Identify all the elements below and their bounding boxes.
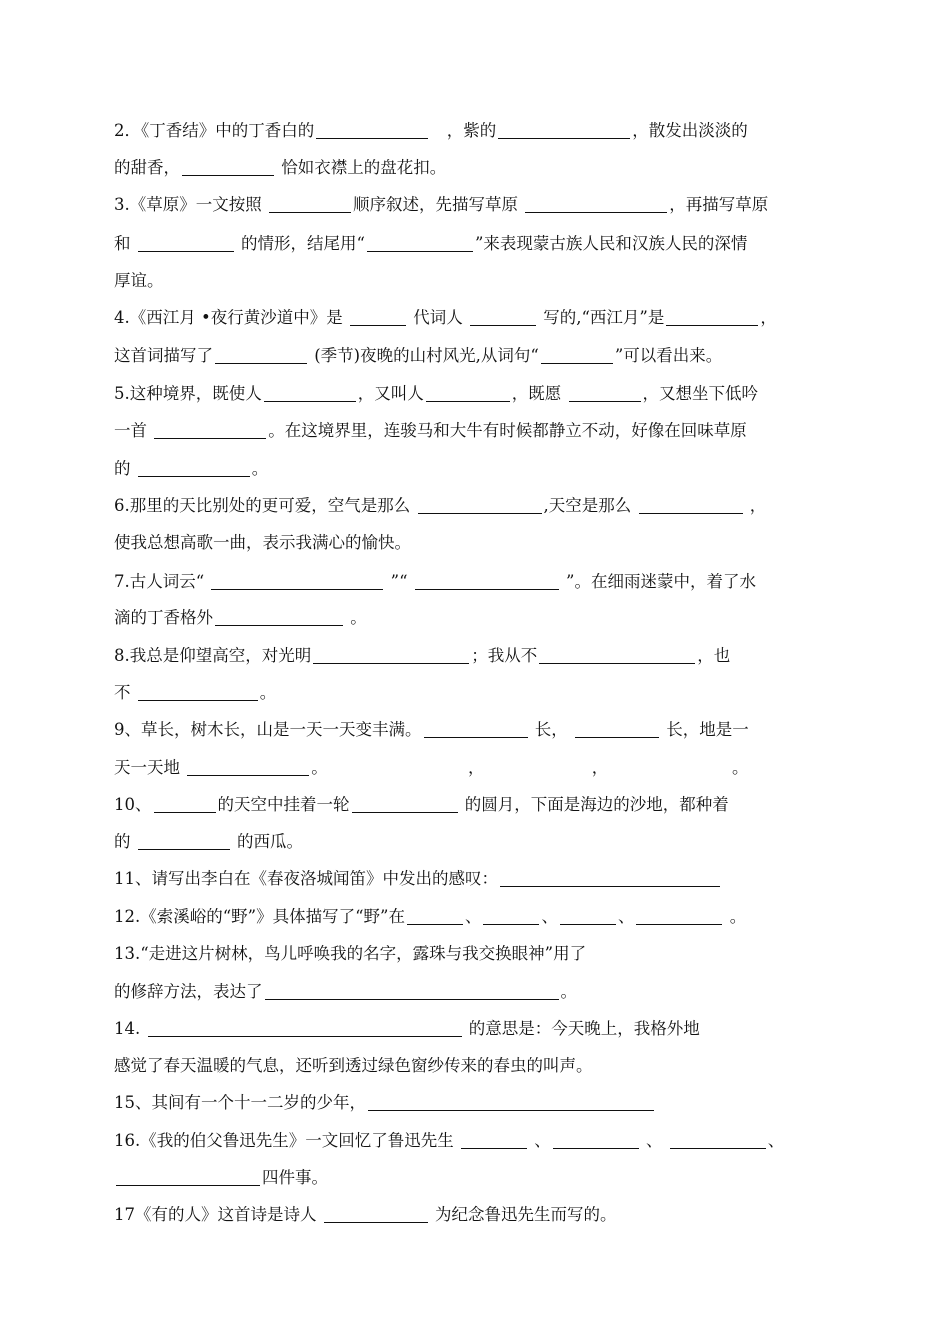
question-text: ，既愿 (511, 384, 567, 403)
question-line (114, 230, 747, 258)
answer-blank[interactable] (215, 343, 307, 364)
question-text: ”。在细雨迷蒙中，着了水 (560, 572, 756, 591)
question-text: 、 (541, 907, 558, 926)
question-text: 6.那里的天比别处的更可爱，空气是那么 (114, 496, 416, 515)
question-text: 15、其间有一个十一二岁的少年， (114, 1093, 366, 1112)
question-text: 、 (464, 907, 482, 926)
answer-blank[interactable] (269, 192, 351, 213)
question-text: 17《有的人》这首诗是诗人 (114, 1205, 322, 1224)
answer-blank[interactable] (418, 493, 542, 514)
question-text: 9、草长，树木长，山是一天一天变丰满。 (114, 720, 422, 739)
answer-blank[interactable] (407, 904, 463, 925)
question-line (114, 716, 749, 744)
answer-blank[interactable] (461, 1128, 527, 1149)
question-text: 11、请写出李白在《春夜洛城闻笛》中发出的感叹： (114, 869, 498, 888)
question-line (114, 1052, 593, 1080)
answer-blank[interactable] (525, 192, 667, 213)
question-line (114, 1127, 784, 1155)
question-text: 顺序叙述，先描写草原 (353, 195, 524, 214)
question-line (114, 1201, 617, 1229)
question-line (114, 679, 276, 707)
answer-blank[interactable] (367, 231, 473, 252)
answer-blank[interactable] (182, 155, 274, 176)
question-text: 8.我总是仰望高空，对光明 (114, 646, 312, 665)
question-text: 2．《丁香结》中的丁香白的 (114, 121, 315, 140)
question-text: 。 (560, 982, 577, 1001)
answer-blank[interactable] (424, 717, 528, 738)
question-text: 。 ， ， 。 (311, 758, 749, 777)
question-text: 。在这境界里，连骏马和大牛有时候都静立不动，好像在回味草原 (268, 421, 747, 440)
question-text: ，再描写草原 (669, 195, 769, 214)
question-text: 4.《西江月 •夜行黄沙道中》是 (114, 308, 348, 327)
answer-blank[interactable] (541, 343, 613, 364)
question-text: 为纪念鲁迅先生而写的。 (429, 1205, 617, 1224)
question-text: 滴的丁香格外 (114, 608, 213, 627)
answer-blank[interactable] (265, 979, 559, 1000)
answer-blank[interactable] (138, 680, 258, 701)
answer-blank[interactable] (575, 717, 659, 738)
answer-blank[interactable] (154, 418, 266, 439)
question-text: 写的,“西江月”是 (537, 308, 665, 327)
question-text: 的 (114, 832, 136, 851)
answer-blank[interactable] (316, 118, 428, 139)
question-line (114, 1164, 328, 1192)
question-text: 和 (114, 234, 136, 253)
answer-blank[interactable] (639, 493, 743, 514)
question-line (114, 191, 768, 219)
question-text: 3.《草原》一文按照 (114, 195, 267, 214)
question-line (114, 492, 766, 520)
question-text: 代词人 (407, 308, 468, 327)
question-text: 、 (529, 1131, 551, 1150)
question-text: 的意思是：今天晚上，我格外地 (463, 1019, 700, 1038)
answer-blank[interactable] (187, 755, 309, 776)
answer-blank[interactable] (470, 305, 536, 326)
question-line (114, 940, 586, 968)
answer-blank[interactable] (264, 381, 356, 402)
answer-blank[interactable] (498, 118, 630, 139)
answer-blank[interactable] (116, 1165, 260, 1186)
answer-blank[interactable] (215, 605, 343, 626)
answer-blank[interactable] (368, 1090, 654, 1111)
question-text: (季节)夜晚的山村风光,从词句“ (309, 346, 539, 365)
answer-blank[interactable] (666, 305, 758, 326)
question-text: 不 (114, 683, 136, 702)
question-text: ,天空是那么 (543, 496, 637, 515)
question-line (114, 865, 722, 893)
question-line (114, 342, 722, 370)
question-text: 16.《我的伯父鲁迅先生》一文回忆了鲁迅先生 (114, 1131, 459, 1150)
answer-blank[interactable] (483, 904, 539, 925)
answer-blank[interactable] (211, 569, 383, 590)
answer-blank[interactable] (500, 866, 720, 887)
answer-blank[interactable] (569, 381, 641, 402)
question-line (114, 1089, 656, 1117)
answer-blank[interactable] (154, 792, 216, 813)
question-text: ，散发出淡淡的 (632, 121, 748, 140)
question-line (114, 568, 756, 596)
question-text: 的修辞方法，表达了 (114, 982, 263, 1001)
answer-blank[interactable] (138, 829, 230, 850)
question-line (114, 380, 758, 408)
question-text: 这首词描写了 (114, 346, 213, 365)
question-text: 天一天地 (114, 758, 186, 777)
question-line (114, 642, 730, 670)
question-text: ”“ (385, 572, 413, 591)
question-text: ”可以看出来。 (614, 346, 723, 365)
question-text: 长，地是一 (661, 720, 749, 739)
question-text: 的天空中挂着一轮 (217, 795, 350, 814)
question-text: 的 (114, 459, 136, 478)
answer-blank[interactable] (553, 1128, 639, 1149)
question-text: 长， (529, 720, 573, 739)
question-text: 。 (345, 608, 367, 627)
question-text: 的西瓜。 (231, 832, 303, 851)
answer-blank[interactable] (415, 569, 559, 590)
question-text: 的圆月，下面是海边的沙地，都种着 (459, 795, 729, 814)
question-text: 四件事。 (262, 1168, 328, 1187)
question-text: 恰如衣襟上的盘花扣。 (276, 158, 447, 177)
question-text: 厚谊。 (114, 271, 164, 290)
answer-blank[interactable] (352, 792, 458, 813)
question-text: ；我从不 (471, 646, 538, 665)
question-text: ，也 (697, 646, 731, 665)
question-text: 14. (114, 1019, 146, 1038)
question-line (114, 267, 164, 295)
answer-blank[interactable] (138, 231, 234, 252)
question-text: 。 (259, 683, 277, 702)
answer-blank[interactable] (560, 904, 616, 925)
answer-blank[interactable] (148, 1016, 462, 1037)
question-text: 12.《索溪峪的“野”》具体描写了“野”在 (114, 907, 405, 926)
answer-blank[interactable] (636, 904, 722, 925)
answer-blank[interactable] (324, 1202, 428, 1223)
question-line (114, 754, 749, 782)
question-text: 、 (640, 1131, 668, 1150)
question-text: ，又叫人 (357, 384, 424, 403)
question-line (114, 529, 411, 557)
question-text: 的甜香， (114, 158, 180, 177)
question-text: 10、 (114, 795, 152, 814)
question-text: 使我总想高歌一曲，表示我满心的愉快。 (114, 533, 411, 552)
question-line (114, 304, 777, 332)
question-text: ，紫的 (430, 121, 497, 140)
question-line (114, 417, 747, 445)
answer-blank[interactable] (539, 643, 695, 664)
question-line (114, 1015, 700, 1043)
answer-blank[interactable] (426, 381, 510, 402)
question-line (114, 455, 268, 483)
question-text: ”来表现蒙古族人民和汉族人民的深情 (474, 234, 748, 253)
answer-blank[interactable] (138, 456, 250, 477)
question-line (114, 117, 748, 145)
question-text: 。 (251, 459, 269, 478)
question-line (114, 978, 577, 1006)
answer-blank[interactable] (350, 305, 406, 326)
question-text: 13.“走进这片树林，鸟儿呼唤我的名字，露珠与我交换眼神”用了 (114, 944, 587, 963)
question-line (114, 604, 367, 632)
answer-blank[interactable] (670, 1128, 766, 1149)
question-line (114, 903, 746, 931)
question-line (114, 791, 729, 819)
answer-blank[interactable] (313, 643, 469, 664)
question-line (114, 154, 446, 182)
question-text: ，又想坐下低吟 (642, 384, 758, 403)
question-text: 、 (767, 1131, 785, 1150)
question-text: 5.这种境界，既使人 (114, 384, 262, 403)
question-text: 、 (617, 907, 635, 926)
question-line (114, 828, 303, 856)
question-text: 一首 (114, 421, 153, 440)
question-text: 的情形，结尾用“ (235, 234, 365, 253)
question-text: 感觉了春天温暖的气息，还听到透过绿色窗纱传来的春虫的叫声。 (114, 1056, 593, 1075)
question-text: ， (744, 496, 767, 515)
question-text: 7.古人词云“ (114, 572, 210, 591)
question-text: ， (760, 308, 777, 327)
question-text: 。 (724, 907, 747, 926)
